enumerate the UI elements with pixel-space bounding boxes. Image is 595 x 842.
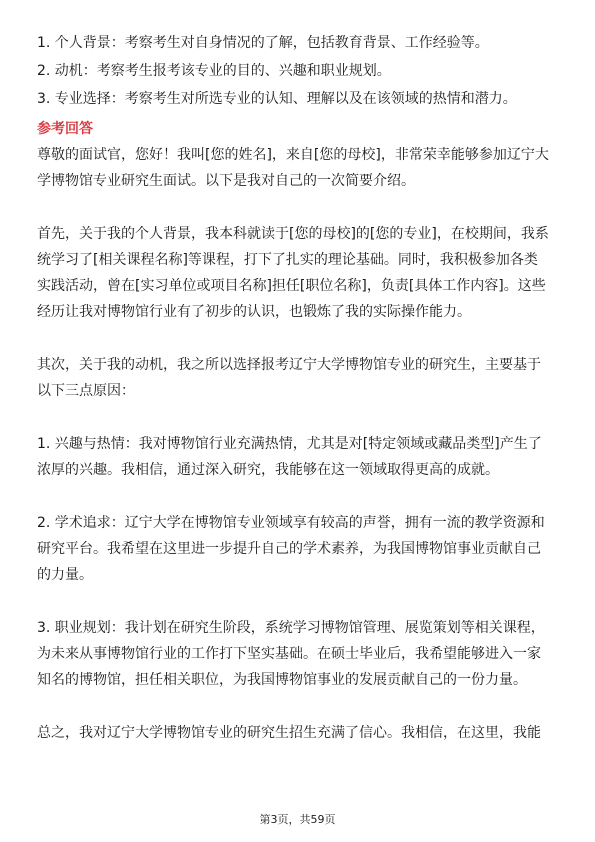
paragraph-academic bbox=[37, 510, 557, 588]
paragraph-line: 其次，关于我的动机，我之所以选择报考辽宁大学博物馆专业的研究生，主要基于 bbox=[37, 357, 541, 373]
paragraph-line: 学博物馆专业研究生面试。以下是我对自己的一次简要介绍。 bbox=[37, 173, 415, 189]
paragraph-line: 首先，关于我的个人背景，我本科就读于[您的母校]的[您的专业]，在校期间，我系 bbox=[37, 226, 549, 242]
paragraph-interest bbox=[37, 431, 557, 483]
paragraph-line: 1. 兴趣与热情：我对博物馆行业充满热情，尤其是对[特定领域或藏品类型]产生了 bbox=[37, 436, 542, 452]
criteria-item-motivation: 2. 动机：考察考生报考该专业的目的、兴趣和职业规划。 bbox=[37, 63, 391, 79]
paragraph-line: 统学习了[相关课程名称]等课程，打下了扎实的理论基础。同时，我积极参加各类 bbox=[37, 252, 538, 268]
criteria-item-background: 1. 个人背景：考察考生对自身情况的了解，包括教育背景、工作经验等。 bbox=[37, 35, 489, 51]
paragraph-line: 2. 学术追求：辽宁大学在博物馆专业领域享有较高的声誉，拥有一流的教学资源和 bbox=[37, 515, 545, 531]
paragraph-line: 知名的博物馆，担任相关职位，为我国博物馆事业的发展贡献自己的一份力量。 bbox=[37, 672, 527, 688]
paragraph-spacer bbox=[37, 693, 557, 720]
paragraph-line: 3. 职业规划：我计划在研究生阶段，系统学习博物馆管理、展览策划等相关课程， bbox=[37, 620, 545, 636]
paragraph-line: 研究平台。我希望在这里进一步提升自己的学术素养，为我国博物馆事业贡献自己 bbox=[37, 541, 541, 557]
paragraph-spacer bbox=[37, 404, 557, 431]
paragraph-spacer bbox=[37, 588, 557, 615]
paragraph-spacer bbox=[37, 194, 557, 221]
paragraph-line: 为未来从事博物馆行业的工作打下坚实基础。在硕士毕业后，我希望能够进入一家 bbox=[37, 646, 541, 662]
paragraph-line: 以下三点原因： bbox=[37, 383, 135, 399]
paragraph-spacer bbox=[37, 483, 557, 510]
paragraph-line: 尊敬的面试官，您好！我叫[您的姓名]，来自[您的母校]，非常荣幸能够参加辽宁大 bbox=[37, 147, 549, 163]
paragraph-line: 的力量。 bbox=[37, 567, 93, 583]
paragraph-line: 总之，我对辽宁大学博物馆专业的研究生招生充满了信心。我相信，在这里，我能 bbox=[37, 725, 541, 741]
paragraph-greeting bbox=[37, 142, 557, 194]
paragraph-career bbox=[37, 615, 557, 693]
paragraph-line: 经历让我对博物馆行业有了初步的认识，也锻炼了我的实际操作能力。 bbox=[37, 304, 471, 320]
paragraph-conclusion bbox=[37, 720, 557, 746]
answer-heading: 参考回答 bbox=[37, 121, 93, 137]
paragraph-motivation bbox=[37, 352, 557, 404]
criteria-item-major-choice: 3. 专业选择：考察考生对所选专业的认知、理解以及在该领域的热情和潜力。 bbox=[37, 91, 517, 107]
page-number-footer: 第3页，共59页 bbox=[259, 813, 336, 826]
paragraph-line: 实践活动，曾在[实习单位或项目名称]担任[职位名称]，负责[具体工作内容]。这些 bbox=[37, 278, 546, 294]
page-content bbox=[37, 30, 557, 746]
paragraph-line: 浓厚的兴趣。我相信，通过深入研究，我能够在这一领域取得更高的成就。 bbox=[37, 462, 499, 478]
criteria-list bbox=[37, 30, 557, 112]
paragraph-background bbox=[37, 221, 557, 325]
paragraph-spacer bbox=[37, 325, 557, 352]
